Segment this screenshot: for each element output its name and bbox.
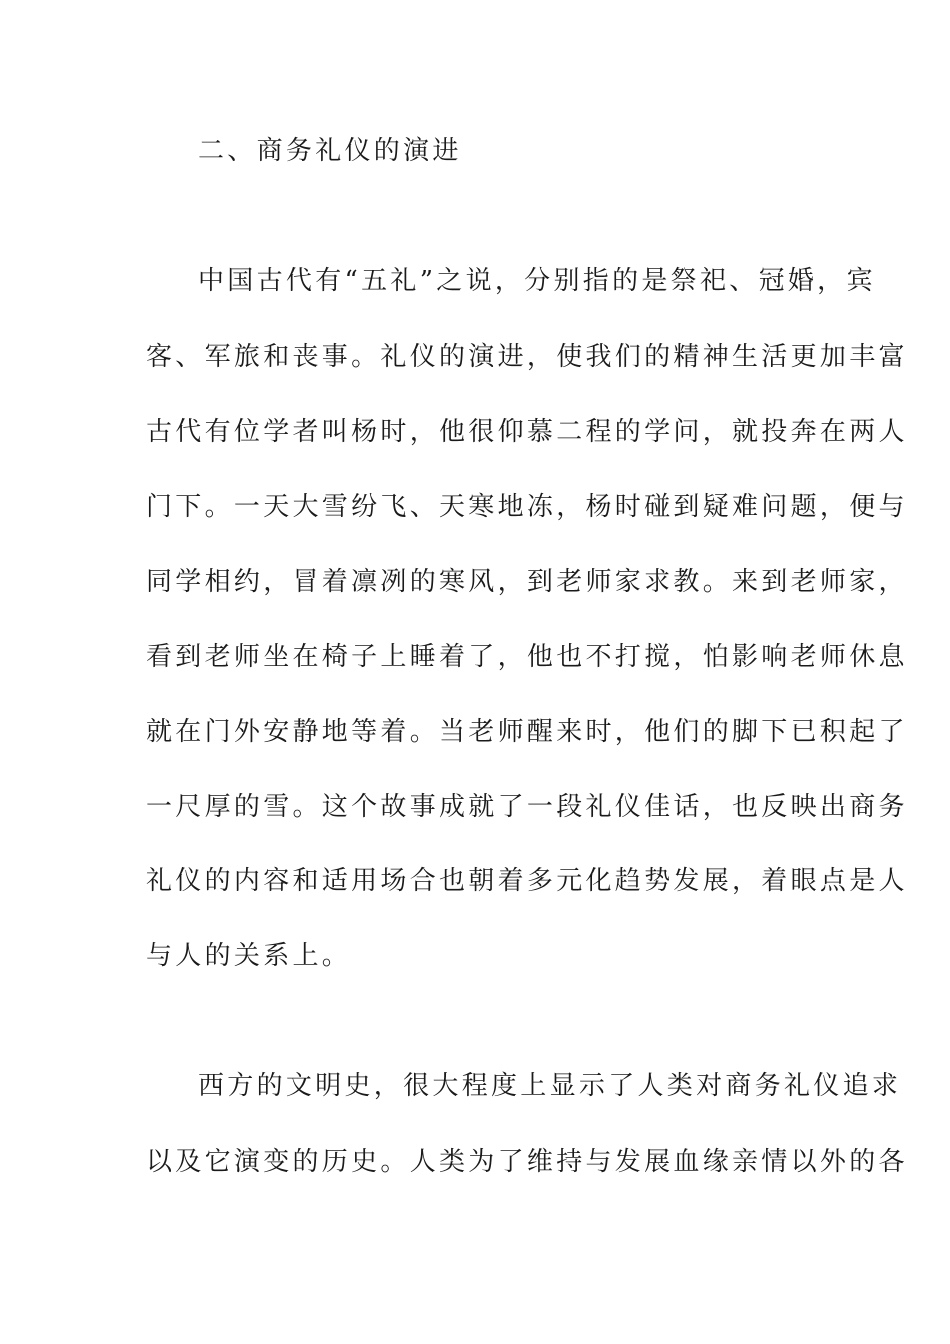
paragraph-line: 看到老师坐在椅子上睡着了，他也不打搅，怕影响老师休息 xyxy=(146,642,908,672)
paragraph-line: 礼仪的内容和适用场合也朝着多元化趋势发展，着眼点是人 xyxy=(146,866,908,896)
paragraph-line: 同学相约，冒着凛冽的寒风，到老师家求教。来到老师家， xyxy=(146,567,908,597)
paragraph-line: 与人的关系上。 xyxy=(146,941,352,971)
paragraph-line: 门下。一天大雪纷飞、天寒地冻，杨时碰到疑难问题，便与 xyxy=(146,492,908,522)
paragraph-line: 一尺厚的雪。这个故事成就了一段礼仪佳话，也反映出商务 xyxy=(146,792,908,822)
paragraph-line: 古代有位学者叫杨时，他很仰慕二程的学问，就投奔在两人 xyxy=(146,417,908,447)
paragraph-line: 西方的文明史，很大程度上显示了人类对商务礼仪追求 xyxy=(198,1071,902,1101)
section-heading: 二、商务礼仪的演进 xyxy=(198,136,462,166)
paragraph-line: 中国古代有“五礼”之说，分别指的是祭祀、冠婚，宾 xyxy=(198,266,876,296)
paragraph-line: 以及它演变的历史。人类为了维持与发展血缘亲情以外的各 xyxy=(146,1147,908,1177)
paragraph-line: 就在门外安静地等着。当老师醒来时，他们的脚下已积起了 xyxy=(146,717,908,747)
paragraph-line: 客、军旅和丧事。礼仪的演进，使我们的精神生活更加丰富 xyxy=(146,342,908,372)
